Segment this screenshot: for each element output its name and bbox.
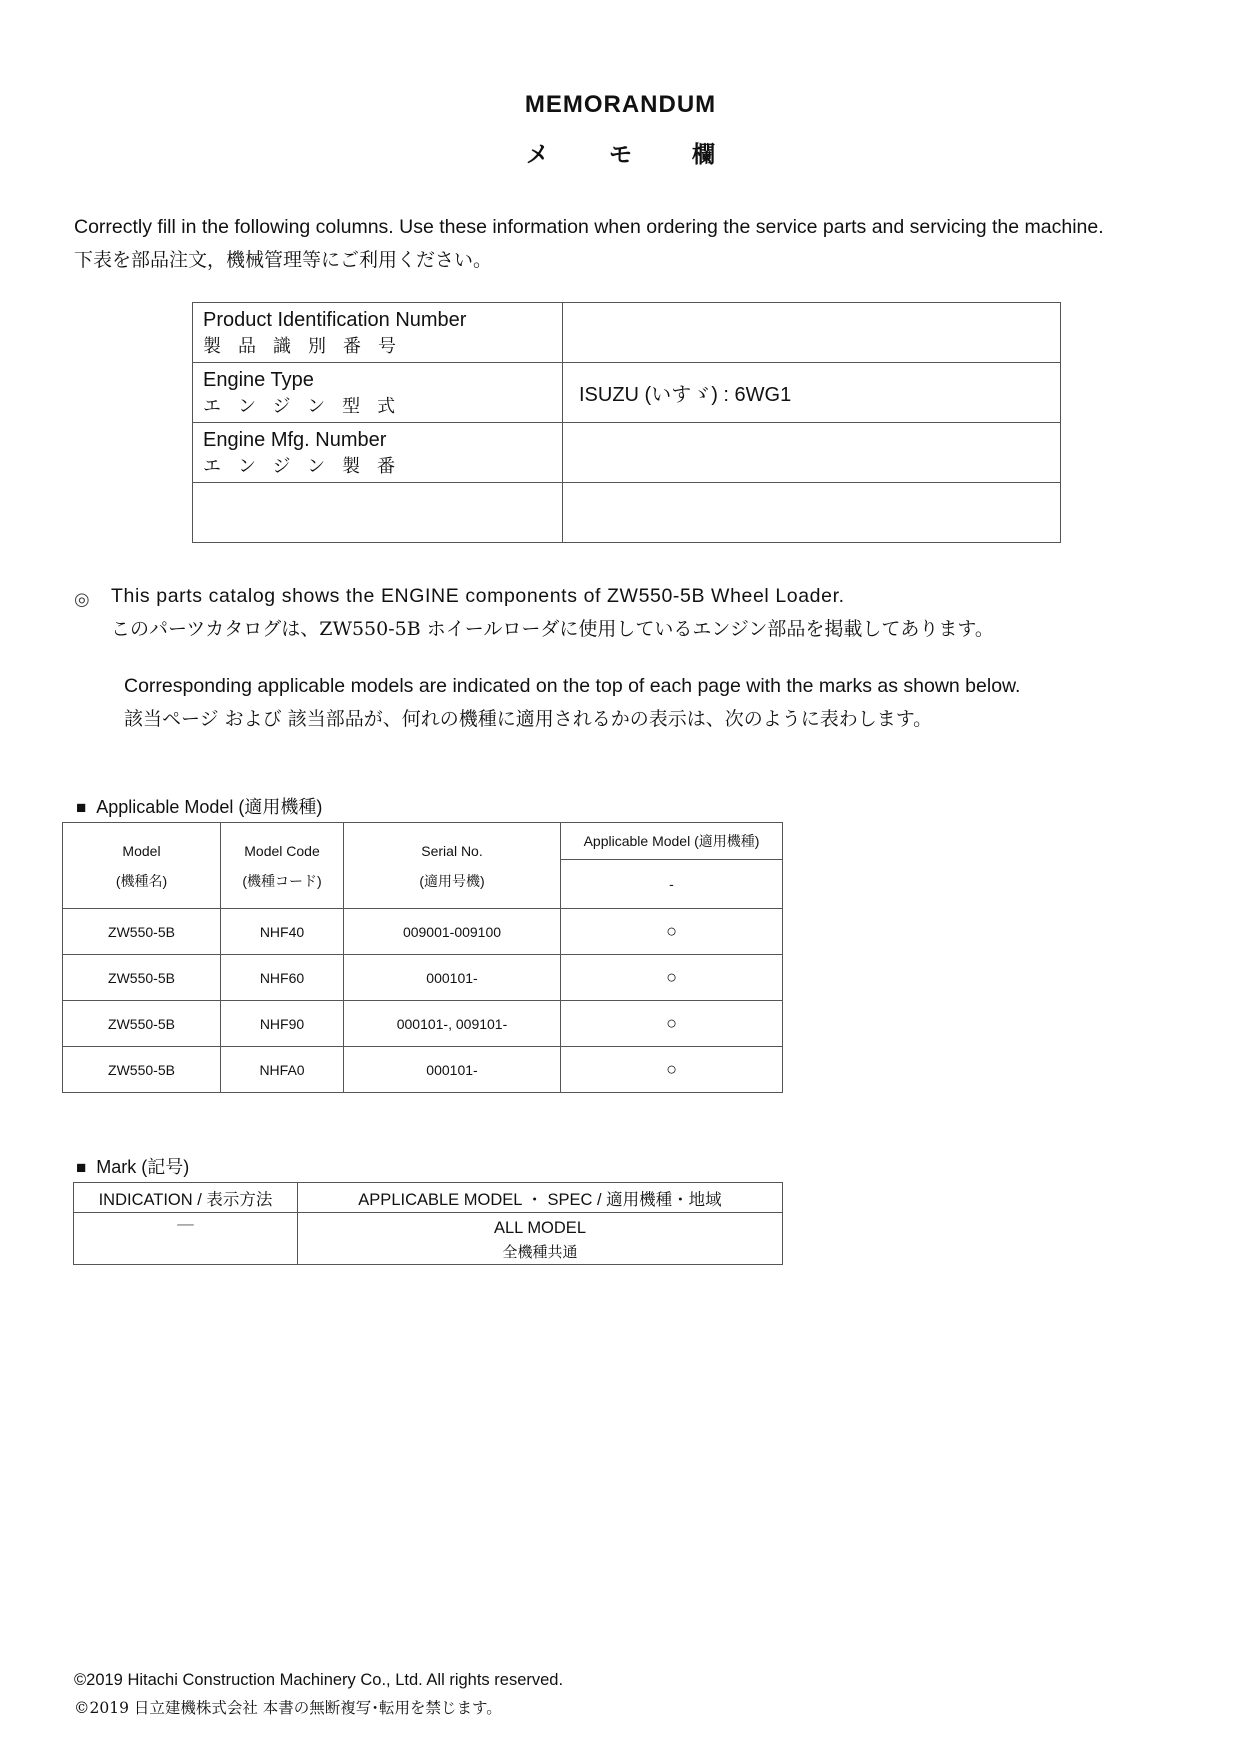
page-subtitle: メモ欄: [526, 141, 775, 167]
memo-row-engine-type: [193, 363, 1061, 423]
cell-model: ZW550-5B: [63, 955, 221, 1001]
note-text-ja: このパーツカタログは、ZW550-5B ホイールローダに使用しているエンジン部品を掲載してあります。: [111, 618, 994, 640]
header-indication: INDICATION / 表示方法: [74, 1183, 298, 1213]
table-row: [63, 1047, 783, 1093]
header-code-ja: (機種コード): [242, 872, 322, 889]
cell-code: NHF90: [221, 1001, 344, 1047]
note-text-en: This parts catalog shows the ENGINE components of ZW550-5B Wheel Loader.: [111, 585, 845, 607]
header-applicable: Applicable Model (適用機種): [561, 823, 783, 860]
corresponding-text-en: Corresponding applicable models are indicated on the top of each page with the marks as shown below.: [124, 675, 1021, 697]
header-serial-ja: (適用号機): [419, 872, 485, 889]
header-applicable-sub: -: [561, 860, 783, 909]
table-row: [63, 955, 783, 1001]
memo-value-engine-type: ISUZU (いすゞ) : 6WG1: [563, 363, 1061, 423]
mark-table: [73, 1182, 783, 1265]
intro-text-ja: 下表を部品注文，機械管理等にご利用ください。: [74, 249, 493, 271]
memo-row-product-id: [193, 303, 1061, 363]
cell-model: ZW550-5B: [63, 909, 221, 955]
cell-applicable-ja: 全機種共通: [502, 1243, 578, 1261]
memo-label-ja: エンジン型式: [203, 396, 413, 417]
cell-indication: —: [74, 1213, 298, 1265]
memo-label-ja: 製品識別番号: [203, 336, 413, 357]
header-code-en: Model Code: [244, 842, 320, 859]
table-row: [63, 1001, 783, 1047]
corresponding-text-ja: 該当ページ および 該当部品が、何れの機種に適用されるかの表示は、次のように表わします。: [124, 708, 933, 730]
memo-value-cell[interactable]: [563, 483, 1061, 543]
memo-value-cell[interactable]: [563, 303, 1061, 363]
memo-row-engine-mfg: [193, 423, 1061, 483]
cell-serial: 000101-, 009101-: [344, 1001, 561, 1047]
memo-label-cell: [193, 363, 563, 423]
header-applicable-spec: APPLICABLE MODEL ・ SPEC / 適用機種・地域: [298, 1183, 783, 1213]
page-title: MEMORANDUM: [524, 91, 717, 118]
memo-label-cell: [193, 303, 563, 363]
cell-code: NHF40: [221, 909, 344, 955]
memo-row-blank: [193, 483, 1061, 543]
black-square-icon: ■: [76, 798, 87, 817]
memo-label-en: Engine Mfg. Number: [203, 429, 387, 451]
footer-copyright-en: ©2019 Hitachi Construction Machinery Co., Ltd. All rights reserved.: [74, 1671, 564, 1689]
applicable-model-heading: [76, 793, 322, 819]
table-row: [74, 1213, 783, 1265]
memo-label-cell: [193, 423, 563, 483]
cell-code: NHF60: [221, 955, 344, 1001]
black-square-icon: ■: [76, 1158, 87, 1177]
header-model: [63, 823, 221, 909]
header-model-ja: (機種名): [115, 872, 168, 889]
header-serial-en: Serial No.: [421, 842, 483, 859]
cell-serial: 000101-: [344, 955, 561, 1001]
cell-applicable: [298, 1213, 783, 1265]
applicable-model-heading-text: Applicable Model (適用機種): [96, 797, 323, 817]
header-model-en: Model: [122, 842, 161, 859]
memo-label-ja: エンジン製番: [203, 456, 413, 477]
header-model-code: [221, 823, 344, 909]
applicable-model-table: [62, 822, 783, 1093]
memo-value-cell[interactable]: [563, 423, 1061, 483]
cell-serial: 000101-: [344, 1047, 561, 1093]
table-row: [63, 909, 783, 955]
cell-mark: ○: [561, 909, 783, 955]
cell-code: NHFA0: [221, 1047, 344, 1093]
memo-label-en: Product Identification Number: [203, 309, 467, 331]
memo-label-cell[interactable]: [193, 483, 563, 543]
footer-copyright-ja: ©2019 日立建機株式会社 本書の無断複写･転用を禁じます。: [74, 1699, 502, 1717]
cell-model: ZW550-5B: [63, 1047, 221, 1093]
double-circle-icon: ◎: [74, 589, 90, 609]
cell-mark: ○: [561, 1047, 783, 1093]
cell-mark: ○: [561, 955, 783, 1001]
cell-mark: ○: [561, 1001, 783, 1047]
mark-heading: [76, 1153, 189, 1179]
memo-label-en: Engine Type: [203, 369, 314, 391]
intro-text-en: Correctly fill in the following columns. Use these information when ordering the service parts and servicing the machine.: [74, 216, 1104, 238]
memo-table: [192, 302, 1061, 543]
mark-heading-text: Mark (記号): [96, 1157, 190, 1177]
header-serial: [344, 823, 561, 909]
cell-serial: 009001-009100: [344, 909, 561, 955]
cell-model: ZW550-5B: [63, 1001, 221, 1047]
cell-applicable-en: ALL MODEL: [493, 1219, 586, 1237]
